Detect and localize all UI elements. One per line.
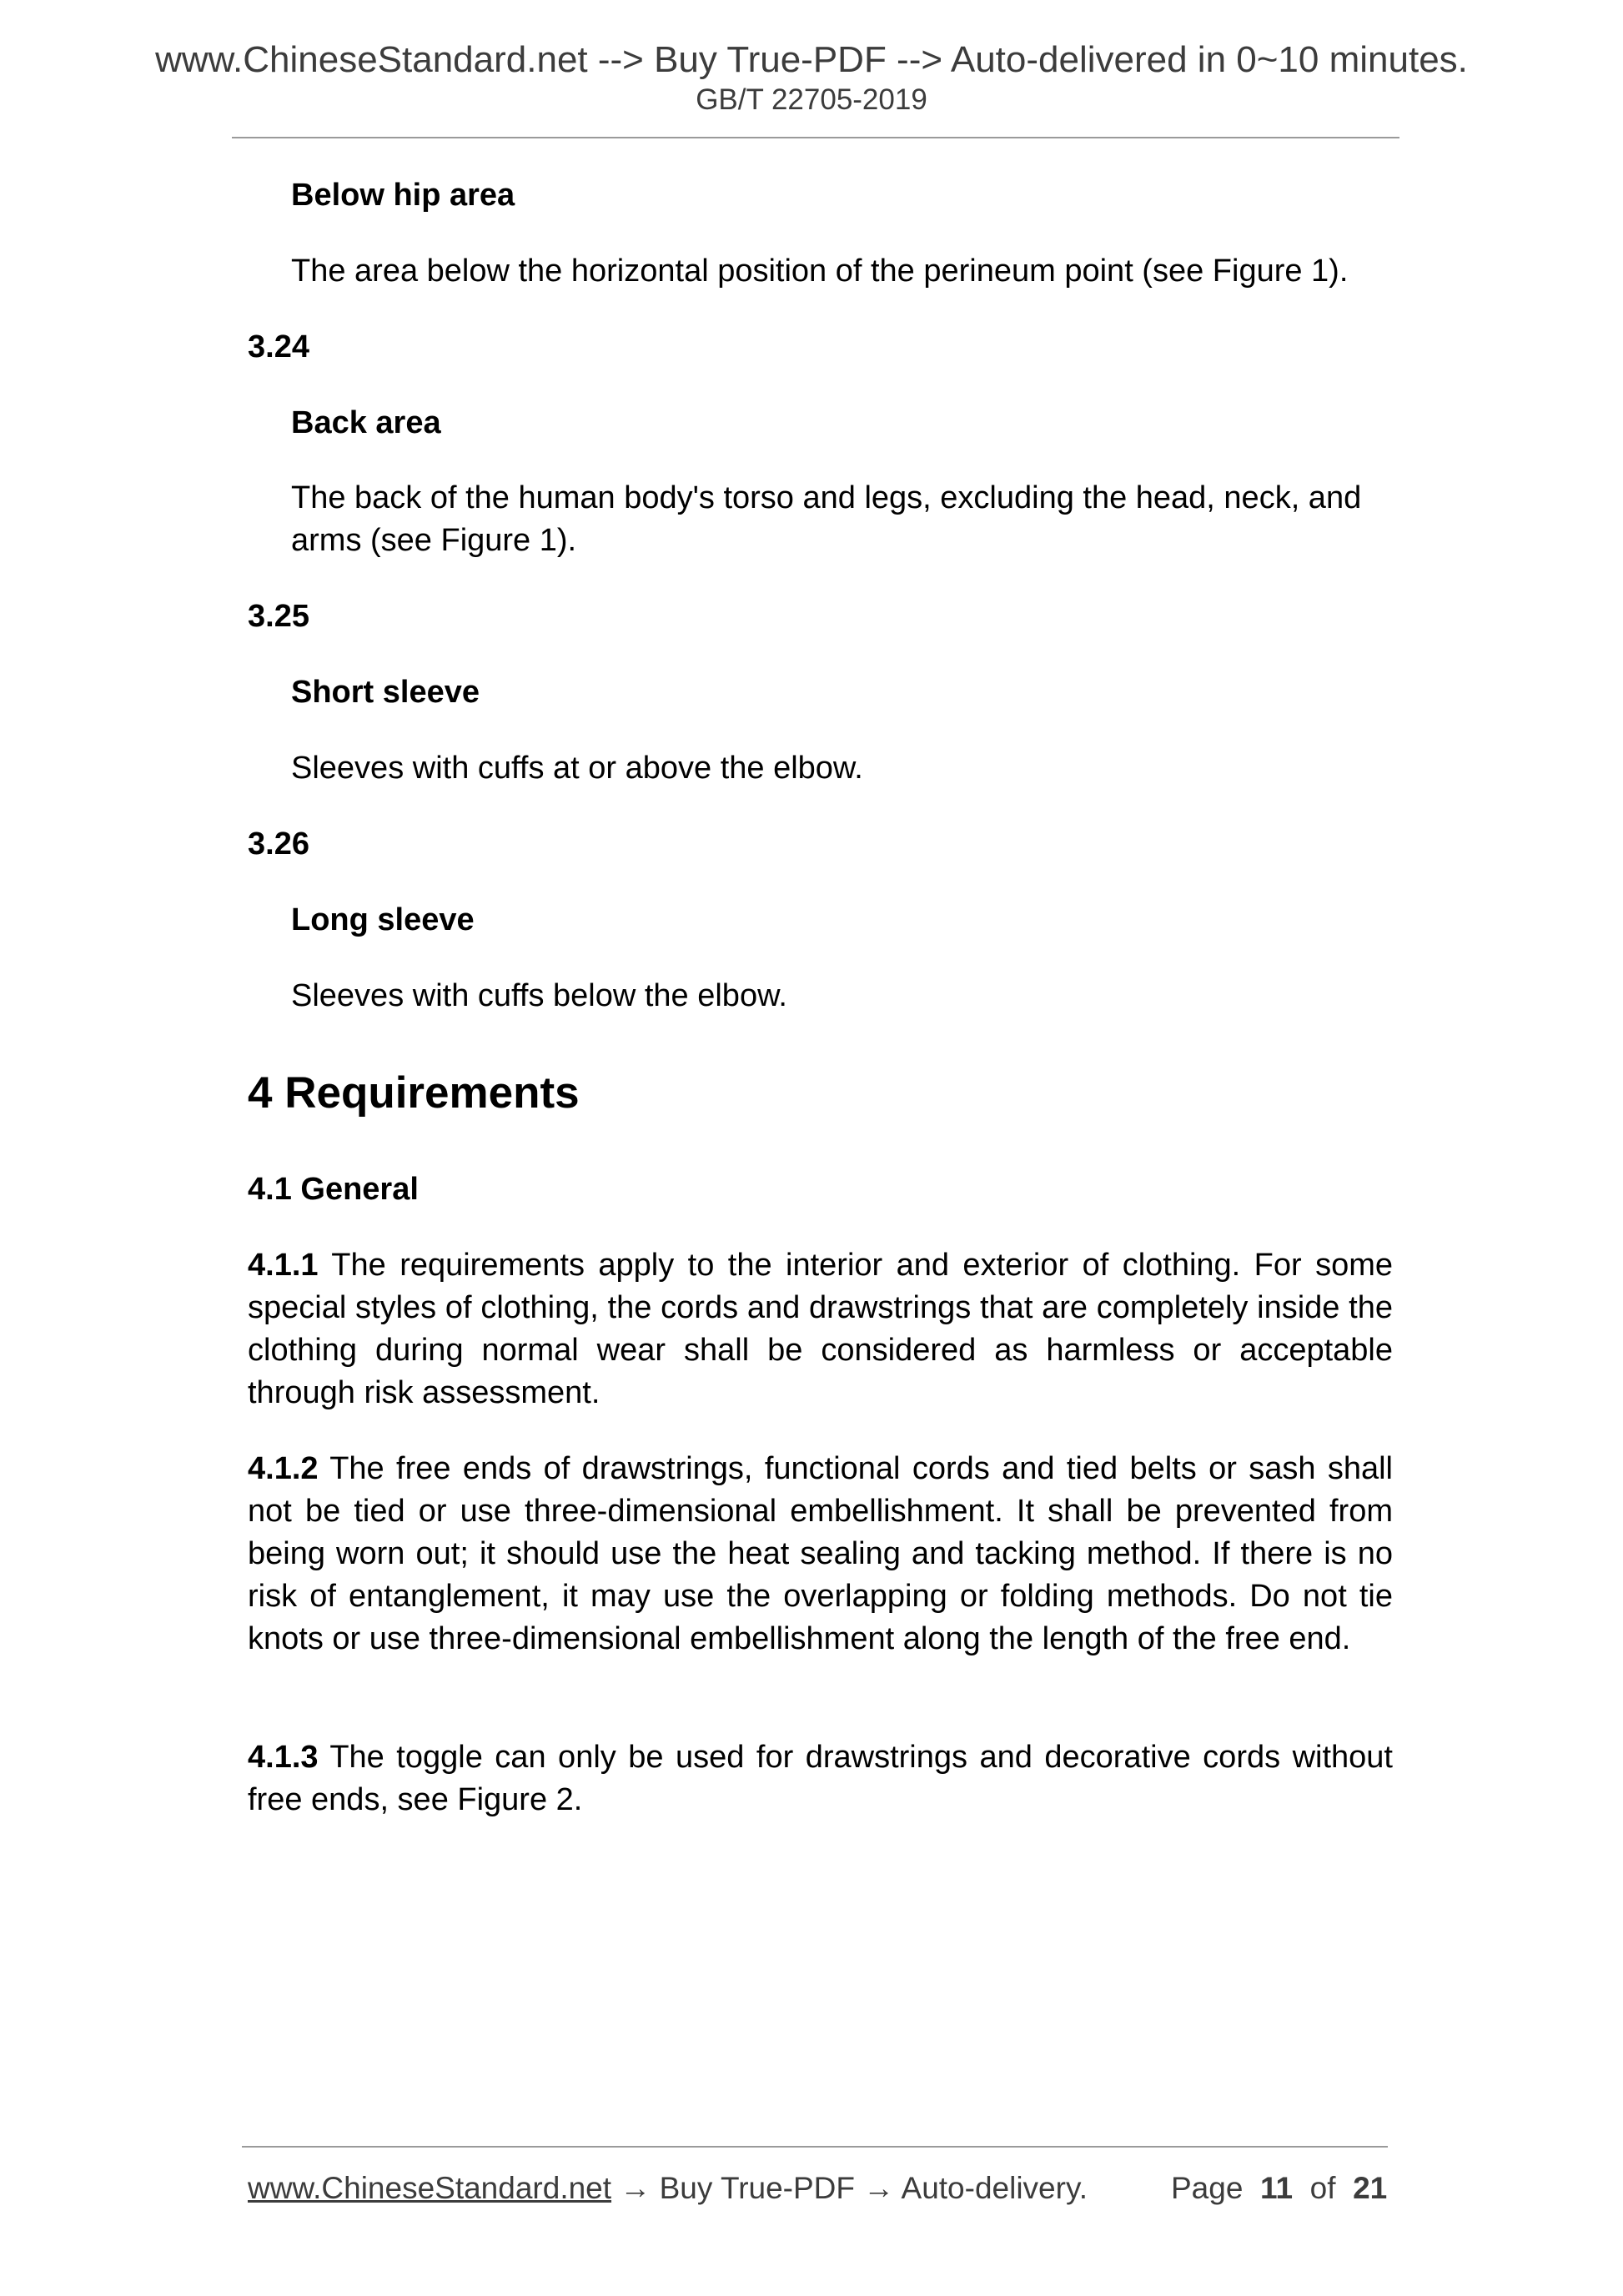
page-total: 21 [1353, 2171, 1388, 2205]
footer-tagline: → Buy True-PDF → Auto-delivery. [620, 2171, 1088, 2205]
paragraph-text: The requirements apply to the interior and exterior of clothing. For some special styles of clothing, the cords and drawstrings that are completely inside the clothing during normal wear shall be considered as harmless or acceptable through risk assessment. [248, 1248, 1394, 1410]
paragraph-4-1-3 [248, 1736, 1393, 1821]
definition-long-sleeve: Sleeves with cuffs below the elbow. [291, 978, 787, 1013]
standard-code: GB/T 22705-2019 [696, 83, 927, 116]
section-number-3-25: 3.25 [248, 599, 309, 634]
term-below-hip-area: Below hip area [291, 178, 515, 213]
definition-short-sleeve: Sleeves with cuffs at or above the elbow. [291, 751, 863, 786]
term-long-sleeve: Long sleeve [291, 902, 475, 937]
section-number-3-26: 3.26 [248, 826, 309, 862]
header-banner: www.ChineseStandard.net --> Buy True-PDF --> Auto-delivered in 0~10 minutes. [155, 39, 1468, 80]
paragraph-number: 4.1.1 [248, 1248, 319, 1283]
heading-general: 4.1 General [248, 1172, 419, 1207]
header-divider [232, 137, 1399, 138]
paragraph-number: 4.1.3 [248, 1740, 319, 1775]
paragraph-text: The toggle can only be used for drawstrings and decorative cords without free ends, see Figure 2. [248, 1740, 1393, 1817]
page-indicator [1171, 2168, 1387, 2208]
definition-back-area: The back of the human body's torso and legs, excluding the head, neck, and arms (see Figure 1). [291, 480, 1362, 558]
paragraph-text: The free ends of drawstrings, functional cords and tied belts or sash shall not be tied or use three-dimensional embellishment. It shall be prevented from being worn out; it should use the heat sealing and tacking method. If there is no risk of entanglement, it may use the overlapping or folding methods. Do not tie knots or use three-dimensional embellishment along the length of the free end. [248, 1451, 1394, 1656]
term-short-sleeve: Short sleeve [291, 675, 480, 710]
paragraph-4-1-1 [248, 1244, 1393, 1414]
footer-site-link[interactable]: www.ChineseStandard.net [248, 2171, 612, 2205]
heading-requirements: 4 Requirements [248, 1068, 580, 1118]
paragraph-4-1-2 [248, 1448, 1393, 1660]
footer-left [248, 2168, 1088, 2208]
term-back-area: Back area [291, 405, 441, 440]
page-current: 11 [1259, 2171, 1294, 2205]
definition-below-hip-area: The area below the horizontal position of the perineum point (see Figure 1). [291, 254, 1349, 289]
page-label: Page [1171, 2171, 1244, 2205]
of-label: of [1309, 2171, 1336, 2205]
footer-divider [242, 2146, 1388, 2148]
section-number-3-24: 3.24 [248, 329, 309, 364]
paragraph-number: 4.1.2 [248, 1451, 319, 1486]
